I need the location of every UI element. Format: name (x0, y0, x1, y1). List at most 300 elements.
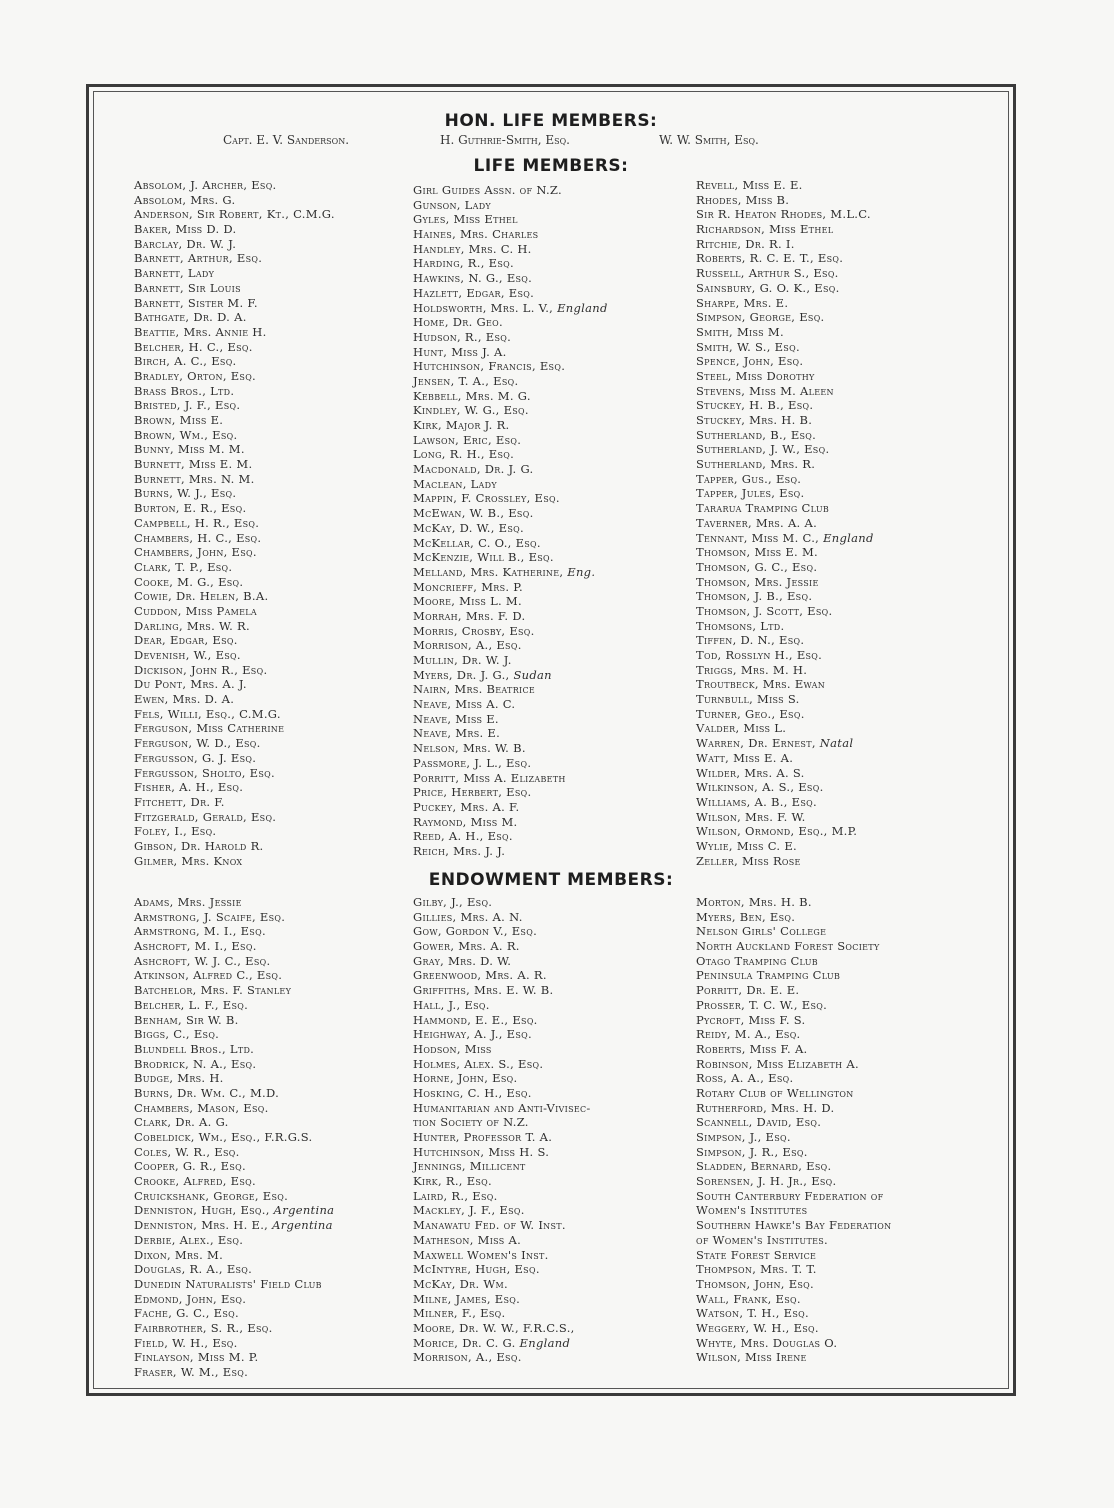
member-name: Coles, W. R., Esq. (134, 1144, 240, 1159)
member-entry (134, 398, 335, 413)
member-name: Blundell Bros., Ltd. (134, 1041, 255, 1056)
member-name: Moore, Miss L. M. (413, 594, 522, 609)
member-name: Rotary Club of Wellington (696, 1085, 854, 1100)
member-name: Morris, Crosby, Esq. (413, 623, 535, 638)
member-name: Turnbull, Miss S. (696, 692, 800, 707)
member-entry (696, 589, 874, 604)
member-entry (413, 1233, 591, 1248)
member-name: Smith, W. S., Esq. (696, 339, 800, 354)
member-name: Bradley, Orton, Esq. (134, 368, 257, 383)
member-entry (413, 1057, 591, 1072)
member-entry (134, 207, 335, 222)
member-entry (696, 325, 874, 340)
member-entry (134, 501, 335, 516)
member-name: Nelson, Mrs. W. B. (413, 741, 526, 756)
member-entry (134, 1145, 334, 1160)
member-name: Peninsula Tramping Club (696, 968, 841, 983)
member-name: Sladden, Bernard, Esq. (696, 1159, 832, 1174)
member-name: Greenwood, Mrs. A. R. (413, 968, 547, 983)
member-entry (413, 301, 608, 316)
member-entry (696, 1159, 891, 1174)
member-name: Whyte, Mrs. Douglas O. (696, 1335, 838, 1350)
member-name: Watt, Miss E. A. (696, 750, 794, 765)
member-name: Valder, Miss L. (696, 721, 787, 736)
member-entry (413, 741, 608, 756)
member-name: McKenzie, Will B., Esq. (413, 550, 554, 565)
member-name: Sharpe, Mrs. E. (696, 295, 789, 310)
member-entry (413, 198, 608, 213)
member-name: Kirk, Major J. R. (413, 418, 510, 432)
member-entry (134, 895, 334, 910)
member-name: Bathgate, Dr. D. A. (134, 310, 247, 325)
member-entry (696, 207, 874, 222)
member-entry (696, 266, 874, 281)
member-entry (413, 550, 608, 565)
member-name: Fitchett, Dr. F. (134, 794, 225, 809)
member-name: Thomson, Mrs. Jessie (696, 574, 819, 589)
member-name: Puckey, Mrs. A. F. (413, 799, 520, 814)
member-name: Crooke, Alfred, Esq. (134, 1174, 256, 1189)
member-name: Hodson, Miss (413, 1041, 492, 1056)
member-name: Hosking, C. H., Esq. (413, 1085, 532, 1100)
member-entry (413, 1130, 591, 1145)
member-name: Otago Tramping Club (696, 953, 818, 968)
member-name: Neave, Miss E. (413, 711, 499, 726)
member-name: Simpson, J., Esq. (696, 1130, 791, 1144)
member-entry (413, 477, 608, 492)
member-entry (696, 954, 891, 969)
member-entry (413, 829, 608, 844)
member-entry (696, 707, 874, 722)
member-name: Holdsworth, Mrs. L. V., (413, 300, 554, 315)
member-entry (696, 516, 874, 531)
member-entry (696, 457, 874, 472)
member-entry (696, 780, 874, 795)
member-name: Fergusson, G. J. Esq. (134, 750, 257, 765)
member-entry (413, 374, 608, 389)
member-name: Fairbrother, S. R., Esq. (134, 1320, 273, 1335)
member-entry (413, 844, 608, 859)
member-entry (134, 1350, 334, 1365)
member-entry (413, 580, 608, 595)
member-entry (696, 1262, 891, 1277)
member-name: Wilson, Mrs. F. W. (696, 809, 806, 824)
member-entry (134, 472, 335, 487)
member-name: State Forest Service (696, 1247, 817, 1262)
member-name: Denniston, Mrs. H. E., (134, 1218, 269, 1233)
member-entry (134, 766, 335, 781)
member-location: England (519, 1335, 571, 1350)
member-name: Neave, Miss A. C. (413, 697, 516, 712)
member-entry (134, 340, 335, 355)
member-name: Thomson, G. C., Esq. (696, 559, 818, 574)
member-entry (413, 668, 608, 683)
member-entry (696, 428, 874, 443)
member-entry (696, 486, 874, 501)
member-name: Barclay, Dr. W. J. (134, 236, 237, 251)
member-name: Gilmer, Mrs. Knox (134, 853, 243, 868)
member-name: Wilder, Mrs. A. S. (696, 765, 805, 780)
member-name: Belcher, H. C., Esq. (134, 339, 253, 354)
member-name: Moore, Dr. W. W., F.R.C.S., (413, 1320, 575, 1335)
member-name: Roberts, R. C. E. T., Esq. (696, 251, 844, 266)
member-name: Fergusson, Sholto, Esq. (134, 765, 275, 780)
member-name: Scannell, David, Esq. (696, 1115, 822, 1130)
member-entry (134, 648, 335, 663)
member-entry (134, 1130, 334, 1145)
member-name: Sutherland, B., Esq. (696, 427, 817, 442)
member-name: Batchelor, Mrs. F. Stanley (134, 983, 292, 998)
member-entry (413, 506, 608, 521)
member-name: Armstrong, M. I., Esq. (134, 924, 266, 939)
member-name: Reidy, M. A., Esq. (696, 1027, 801, 1042)
life-members-column-3 (696, 178, 874, 868)
member-entry (134, 560, 335, 575)
member-name: Thomson, John, Esq. (696, 1276, 814, 1291)
member-entry (413, 1174, 591, 1189)
member-name: Southern Hawke's Bay Federation (696, 1218, 892, 1233)
member-name: Fisher, A. H., Esq. (134, 780, 244, 795)
member-name: Douglas, R. A., Esq. (134, 1262, 253, 1277)
member-name: Cuddon, Miss Pamela (134, 603, 257, 618)
member-entry (413, 624, 608, 639)
member-name: Burton, E. R., Esq. (134, 501, 247, 516)
member-name: Sainsbury, G. O. K., Esq. (696, 280, 840, 295)
member-entry (134, 1189, 334, 1204)
member-name: Absolom, Mrs. G. (134, 192, 236, 207)
member-entry (696, 795, 874, 810)
member-entry (696, 1042, 891, 1057)
member-location: Eng. (567, 564, 596, 579)
member-entry (696, 1248, 891, 1263)
member-entry (134, 310, 335, 325)
member-entry (696, 895, 891, 910)
member-name: Wilson, Miss Irene (696, 1350, 807, 1365)
member-entry (134, 1071, 334, 1086)
member-entry (696, 472, 874, 487)
member-name: Cobeldick, Wm., Esq., F.R.G.S. (134, 1130, 313, 1144)
life-members-column-1 (134, 178, 335, 868)
member-entry (413, 1350, 591, 1365)
member-name: Nelson Girls' College (696, 924, 827, 939)
member-name: McEwan, W. B., Esq. (413, 506, 534, 521)
member-entry (696, 1218, 891, 1233)
member-name: Tapper, Jules, Esq. (696, 486, 805, 501)
member-name: Edmond, John, Esq. (134, 1291, 247, 1306)
member-entry (134, 1292, 334, 1307)
member-entry (696, 810, 874, 825)
member-name: Morrison, A., Esq. (413, 638, 522, 653)
member-entry (696, 531, 874, 546)
member-entry (413, 594, 608, 609)
member-entry (134, 486, 335, 501)
member-name: Russell, Arthur S., Esq. (696, 266, 839, 281)
member-entry (134, 983, 334, 998)
member-entry (134, 531, 335, 546)
member-entry (696, 1306, 891, 1321)
member-name: Chambers, Mason, Esq. (134, 1100, 269, 1115)
member-entry (413, 1218, 591, 1233)
member-name: Brodrick, N. A., Esq. (134, 1056, 257, 1071)
member-entry (696, 968, 891, 983)
member-name: Ashcroft, W. J. C., Esq. (134, 953, 271, 968)
member-name: Wilkinson, A. S., Esq. (696, 780, 824, 795)
member-entry (413, 939, 591, 954)
member-name: tion Society of N.Z. (413, 1115, 529, 1130)
member-entry (696, 1277, 891, 1292)
member-name: Brown, Miss E. (134, 413, 224, 427)
member-name: Thomsons, Ltd. (696, 618, 785, 633)
member-entry (696, 1130, 891, 1145)
member-entry (413, 712, 608, 727)
member-location: Argentina (273, 1203, 335, 1218)
member-entry (413, 954, 591, 969)
member-entry (696, 604, 874, 619)
member-name: Denniston, Hugh, Esq., (134, 1203, 270, 1218)
member-entry (413, 345, 608, 360)
member-name: Belcher, L. F., Esq. (134, 997, 249, 1012)
member-entry (413, 771, 608, 786)
member-name: Neave, Mrs. E. (413, 726, 501, 741)
member-entry (696, 1350, 891, 1365)
member-name: Barnett, Sister M. F. (134, 295, 258, 310)
member-name: Handley, Mrs. C. H. (413, 241, 532, 256)
member-name: Prosser, T. C. W., Esq. (696, 997, 828, 1012)
member-name: Burns, Dr. Wm. C., M.D. (134, 1085, 280, 1100)
member-entry (134, 1262, 334, 1277)
member-entry (413, 491, 608, 506)
member-name: Wall, Frank, Esq. (696, 1291, 801, 1306)
member-name: South Canterbury Federation of (696, 1188, 884, 1203)
member-entry (134, 251, 335, 266)
member-entry (413, 227, 608, 242)
member-entry (134, 266, 335, 281)
member-entry (696, 237, 874, 252)
member-entry (134, 369, 335, 384)
member-name: Cruickshank, George, Esq. (134, 1188, 289, 1203)
member-entry (413, 1042, 591, 1057)
member-entry (413, 536, 608, 551)
member-name: Hall, J., Esq. (413, 997, 490, 1012)
member-name: Fels, Willi, Esq., C.M.G. (134, 706, 281, 721)
member-entry (696, 1233, 891, 1248)
member-entry (413, 653, 608, 668)
member-name: Myers, Dr. J. G., (413, 667, 510, 682)
member-entry (134, 296, 335, 311)
member-entry (413, 1013, 591, 1028)
member-name: Simpson, George, Esq. (696, 310, 825, 325)
member-name: McIntyre, Hugh, Esq. (413, 1262, 540, 1277)
member-entry (696, 193, 874, 208)
member-name: Derbie, Alex., Esq. (134, 1232, 244, 1247)
member-entry (413, 389, 608, 404)
member-name: Rhodes, Miss B. (696, 192, 790, 207)
member-name: Fitzgerald, Gerald, Esq. (134, 809, 277, 824)
member-name: Chambers, John, Esq. (134, 545, 257, 560)
member-name: Gower, Mrs. A. R. (413, 939, 520, 954)
member-entry (696, 1203, 891, 1218)
member-entry (696, 751, 874, 766)
member-entry (134, 1203, 334, 1218)
member-entry (696, 619, 874, 634)
member-entry (413, 565, 608, 580)
life-members-column-2 (413, 183, 608, 859)
member-entry (134, 222, 335, 237)
member-entry (413, 433, 608, 448)
member-name: Maxwell Women's Inst. (413, 1247, 549, 1262)
member-name: Cooke, M. G., Esq. (134, 574, 244, 589)
member-name: Tapper, Gus., Esq. (696, 471, 802, 486)
member-entry (413, 315, 608, 330)
member-name: Warren, Dr. Ernest, (696, 736, 816, 751)
member-name: Horne, John, Esq. (413, 1071, 518, 1086)
member-entry (696, 677, 874, 692)
member-name: Roberts, Miss F. A. (696, 1041, 808, 1056)
member-entry (413, 983, 591, 998)
member-name: Watson, T. H., Esq. (696, 1306, 809, 1321)
member-entry (413, 682, 608, 697)
member-name: Chambers, H. C., Esq. (134, 530, 262, 545)
member-name: Stuckey, H. B., Esq. (696, 398, 814, 413)
member-entry (134, 854, 335, 869)
member-name: Devenish, W., Esq. (134, 648, 241, 662)
member-entry (134, 575, 335, 590)
member-name: Girl Guides Assn. of N.Z. (413, 183, 562, 197)
member-entry (696, 1189, 891, 1204)
member-entry (134, 780, 335, 795)
member-entry (413, 1071, 591, 1086)
member-entry (134, 354, 335, 369)
member-name: Budge, Mrs. H. (134, 1071, 224, 1086)
member-name: Nairn, Mrs. Beatrice (413, 682, 536, 697)
member-name: Adams, Mrs. Jessie (134, 895, 242, 909)
member-entry (134, 824, 335, 839)
member-location: Natal (819, 736, 854, 751)
member-name: Hunt, Miss J. A. (413, 344, 507, 359)
member-name: Cooper, G. R., Esq. (134, 1159, 246, 1174)
member-entry (413, 1262, 591, 1277)
member-entry (696, 721, 874, 736)
member-name: Burnett, Mrs. N. M. (134, 471, 255, 486)
member-entry (696, 1086, 891, 1101)
member-entry (134, 924, 334, 939)
member-entry (696, 1013, 891, 1028)
member-name: Baker, Miss D. D. (134, 222, 237, 237)
member-name: Gillies, Mrs. A. N. (413, 909, 523, 924)
member-entry (134, 1218, 334, 1233)
member-name: Macdonald, Dr. J. G. (413, 462, 534, 477)
member-name: Reich, Mrs. J. J. (413, 843, 506, 858)
member-entry (134, 237, 335, 252)
member-entry (696, 1057, 891, 1072)
member-entry (134, 633, 335, 648)
member-name: Lawson, Eric, Esq. (413, 432, 522, 447)
member-name: Clark, T. P., Esq. (134, 559, 233, 574)
member-name: Cowie, Dr. Helen, B.A. (134, 589, 269, 604)
member-entry (134, 604, 335, 619)
member-entry (413, 924, 591, 939)
member-entry (134, 751, 335, 766)
member-name: Myers, Ben, Esq. (696, 909, 796, 924)
member-location: Argentina (272, 1218, 333, 1233)
member-name: Moncrieff, Mrs. P. (413, 579, 523, 594)
member-entry (134, 707, 335, 722)
member-name: Tod, Rosslyn H., Esq. (696, 648, 823, 662)
member-name: Absolom, J. Archer, Esq. (134, 178, 277, 192)
member-entry (134, 1057, 334, 1072)
member-entry (134, 384, 335, 399)
member-entry (696, 310, 874, 325)
member-name: Thomson, J. B., Esq. (696, 589, 813, 604)
member-entry (696, 575, 874, 590)
member-entry (696, 824, 874, 839)
member-entry (134, 1321, 334, 1336)
member-name: Tiffen, D. N., Esq. (696, 633, 805, 648)
member-name: Holmes, Alex. S., Esq. (413, 1056, 544, 1071)
member-name: Haines, Mrs. Charles (413, 227, 539, 242)
member-entry (413, 462, 608, 477)
member-entry (696, 560, 874, 575)
member-name: Long, R. H., Esq. (413, 447, 515, 462)
member-entry (413, 1189, 591, 1204)
member-entry (134, 516, 335, 531)
member-entry (134, 193, 335, 208)
member-entry (696, 633, 874, 648)
member-entry (696, 1115, 891, 1130)
member-name: Hutchinson, Miss H. S. (413, 1144, 550, 1159)
member-entry (134, 1306, 334, 1321)
member-entry (696, 854, 874, 869)
member-name: Beattie, Mrs. Annie H. (134, 324, 267, 339)
member-name: Steel, Miss Dorothy (696, 368, 815, 383)
member-entry (134, 677, 335, 692)
member-entry (696, 384, 874, 399)
member-name: Pycroft, Miss F. S. (696, 1012, 806, 1027)
member-entry (413, 256, 608, 271)
member-name: Gilby, J., Esq. (413, 895, 493, 909)
member-name: Raymond, Miss M. (413, 814, 518, 829)
endowment-members-column-2 (413, 895, 591, 1365)
member-name: Porritt, Dr. E. E. (696, 983, 800, 998)
member-name: Reed, A. H., Esq. (413, 829, 513, 844)
member-name: Dixon, Mrs. M. (134, 1247, 224, 1262)
member-entry (413, 418, 608, 433)
member-name: Campbell, H. R., Esq. (134, 515, 260, 530)
member-name: Harding, R., Esq. (413, 256, 514, 271)
member-entry (134, 795, 335, 810)
member-name: Burnett, Miss E. M. (134, 457, 253, 472)
endowment-members-column-3 (696, 895, 891, 1365)
member-name: Biggs, C., Esq. (134, 1027, 220, 1042)
member-entry (134, 1277, 334, 1292)
member-name: Ewen, Mrs. D. A. (134, 692, 235, 707)
member-name: Benham, Sir W. B. (134, 1012, 239, 1027)
member-entry (413, 1292, 591, 1307)
member-name: Gow, Gordon V., Esq. (413, 924, 538, 939)
member-entry (134, 1336, 334, 1351)
member-entry (134, 736, 335, 751)
member-name: Weggery, W. H., Esq. (696, 1320, 819, 1335)
member-entry (413, 212, 608, 227)
member-name: Rutherford, Mrs. H. D. (696, 1100, 835, 1115)
member-entry (413, 998, 591, 1013)
member-name: Barnett, Arthur, Esq. (134, 251, 263, 266)
member-entry (696, 663, 874, 678)
member-name: Williams, A. B., Esq. (696, 794, 817, 809)
member-name: Matheson, Miss A. (413, 1232, 522, 1247)
member-entry (696, 1174, 891, 1189)
member-entry (134, 457, 335, 472)
